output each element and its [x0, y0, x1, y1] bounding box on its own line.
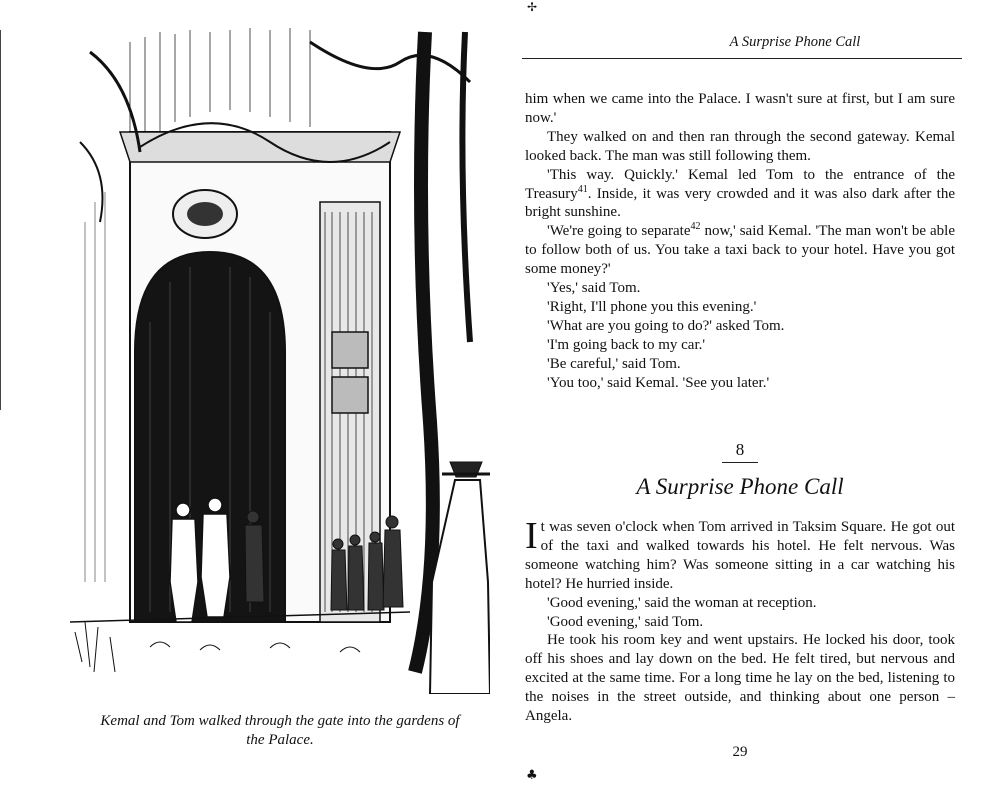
chapter-number-rule [722, 462, 758, 463]
illustration-caption [70, 712, 490, 750]
paragraph: him when we came into the Palace. I wasn't sure at first, but I am sure now.' [525, 91, 955, 126]
paragraph [525, 166, 955, 223]
paragraph: 'What are you going to do?' asked Tom. [547, 317, 785, 334]
paragraph: He took his room key and went upstairs. He locked his door, took off his shoes and lay down on the bed. He felt tired, but nervous and excited at the same time. For a long time he lay on the bed, listening to the noises in the street outside, and thinking about one person – Angela. [525, 632, 955, 725]
caption-line-1: Kemal and Tom walked through the gate into the gardens of [100, 713, 460, 729]
chapter-text [525, 515, 955, 726]
paragraph-text: . Inside, it was very crowded and it was also dark after the bright sunshine. [525, 185, 955, 221]
chapter-title: A Surprise Phone Call [636, 474, 844, 499]
page-edge-line [0, 30, 1, 410]
paragraph [525, 515, 955, 594]
drop-cap: I [525, 515, 538, 557]
caption-line-2: the Palace. [246, 732, 314, 748]
paragraph-text: 'We're going to separate [547, 223, 691, 240]
continued-text [525, 90, 955, 393]
registration-mark-icon: ♣ [526, 768, 538, 783]
paragraph: 'Good evening,' said the woman at reception. [547, 594, 817, 611]
paragraph: 'Yes,' said Tom. [547, 280, 641, 297]
paragraph: 'You too,' said Kemal. 'See you later.' [547, 374, 770, 391]
palace-gate-illustration [70, 22, 490, 694]
paragraph: 'Be careful,' said Tom. [547, 355, 681, 372]
registration-mark-icon: ✢ [527, 0, 538, 14]
right-page [500, 0, 996, 786]
paragraph: 'Right, I'll phone you this evening.' [547, 298, 757, 315]
paragraph: They walked on and then ran through the second gateway. Kemal looked back. The man was still following them. [525, 128, 955, 164]
footnote-ref: 41 [577, 183, 588, 195]
paragraph-text: t was seven o'clock when Tom arrived in Taksim Square. He got out of the taxi and walked towards his hotel. He felt nervous. Was someone watching him? Was someone sitting in a car watching his hotel? He hurried inside. [525, 519, 955, 592]
running-head: A Surprise Phone Call [729, 34, 861, 50]
footnote-ref: 42 [690, 221, 701, 233]
page-number: 29 [732, 744, 748, 760]
paragraph-text: 'This way. Quickly.' Kemal led Tom to the entrance of the Treasury [525, 166, 955, 202]
paragraph-text: now,' said Kemal. 'The man won't be able to follow both of us. You take a taxi back to your hotel. Have you got some money?' [525, 223, 956, 278]
header-rule [522, 58, 962, 59]
chapter-number: 8 [735, 440, 745, 459]
paragraph: 'Good evening,' said Tom. [547, 613, 704, 630]
paragraph: 'I'm going back to my car.' [547, 336, 706, 353]
paragraph [525, 222, 955, 279]
